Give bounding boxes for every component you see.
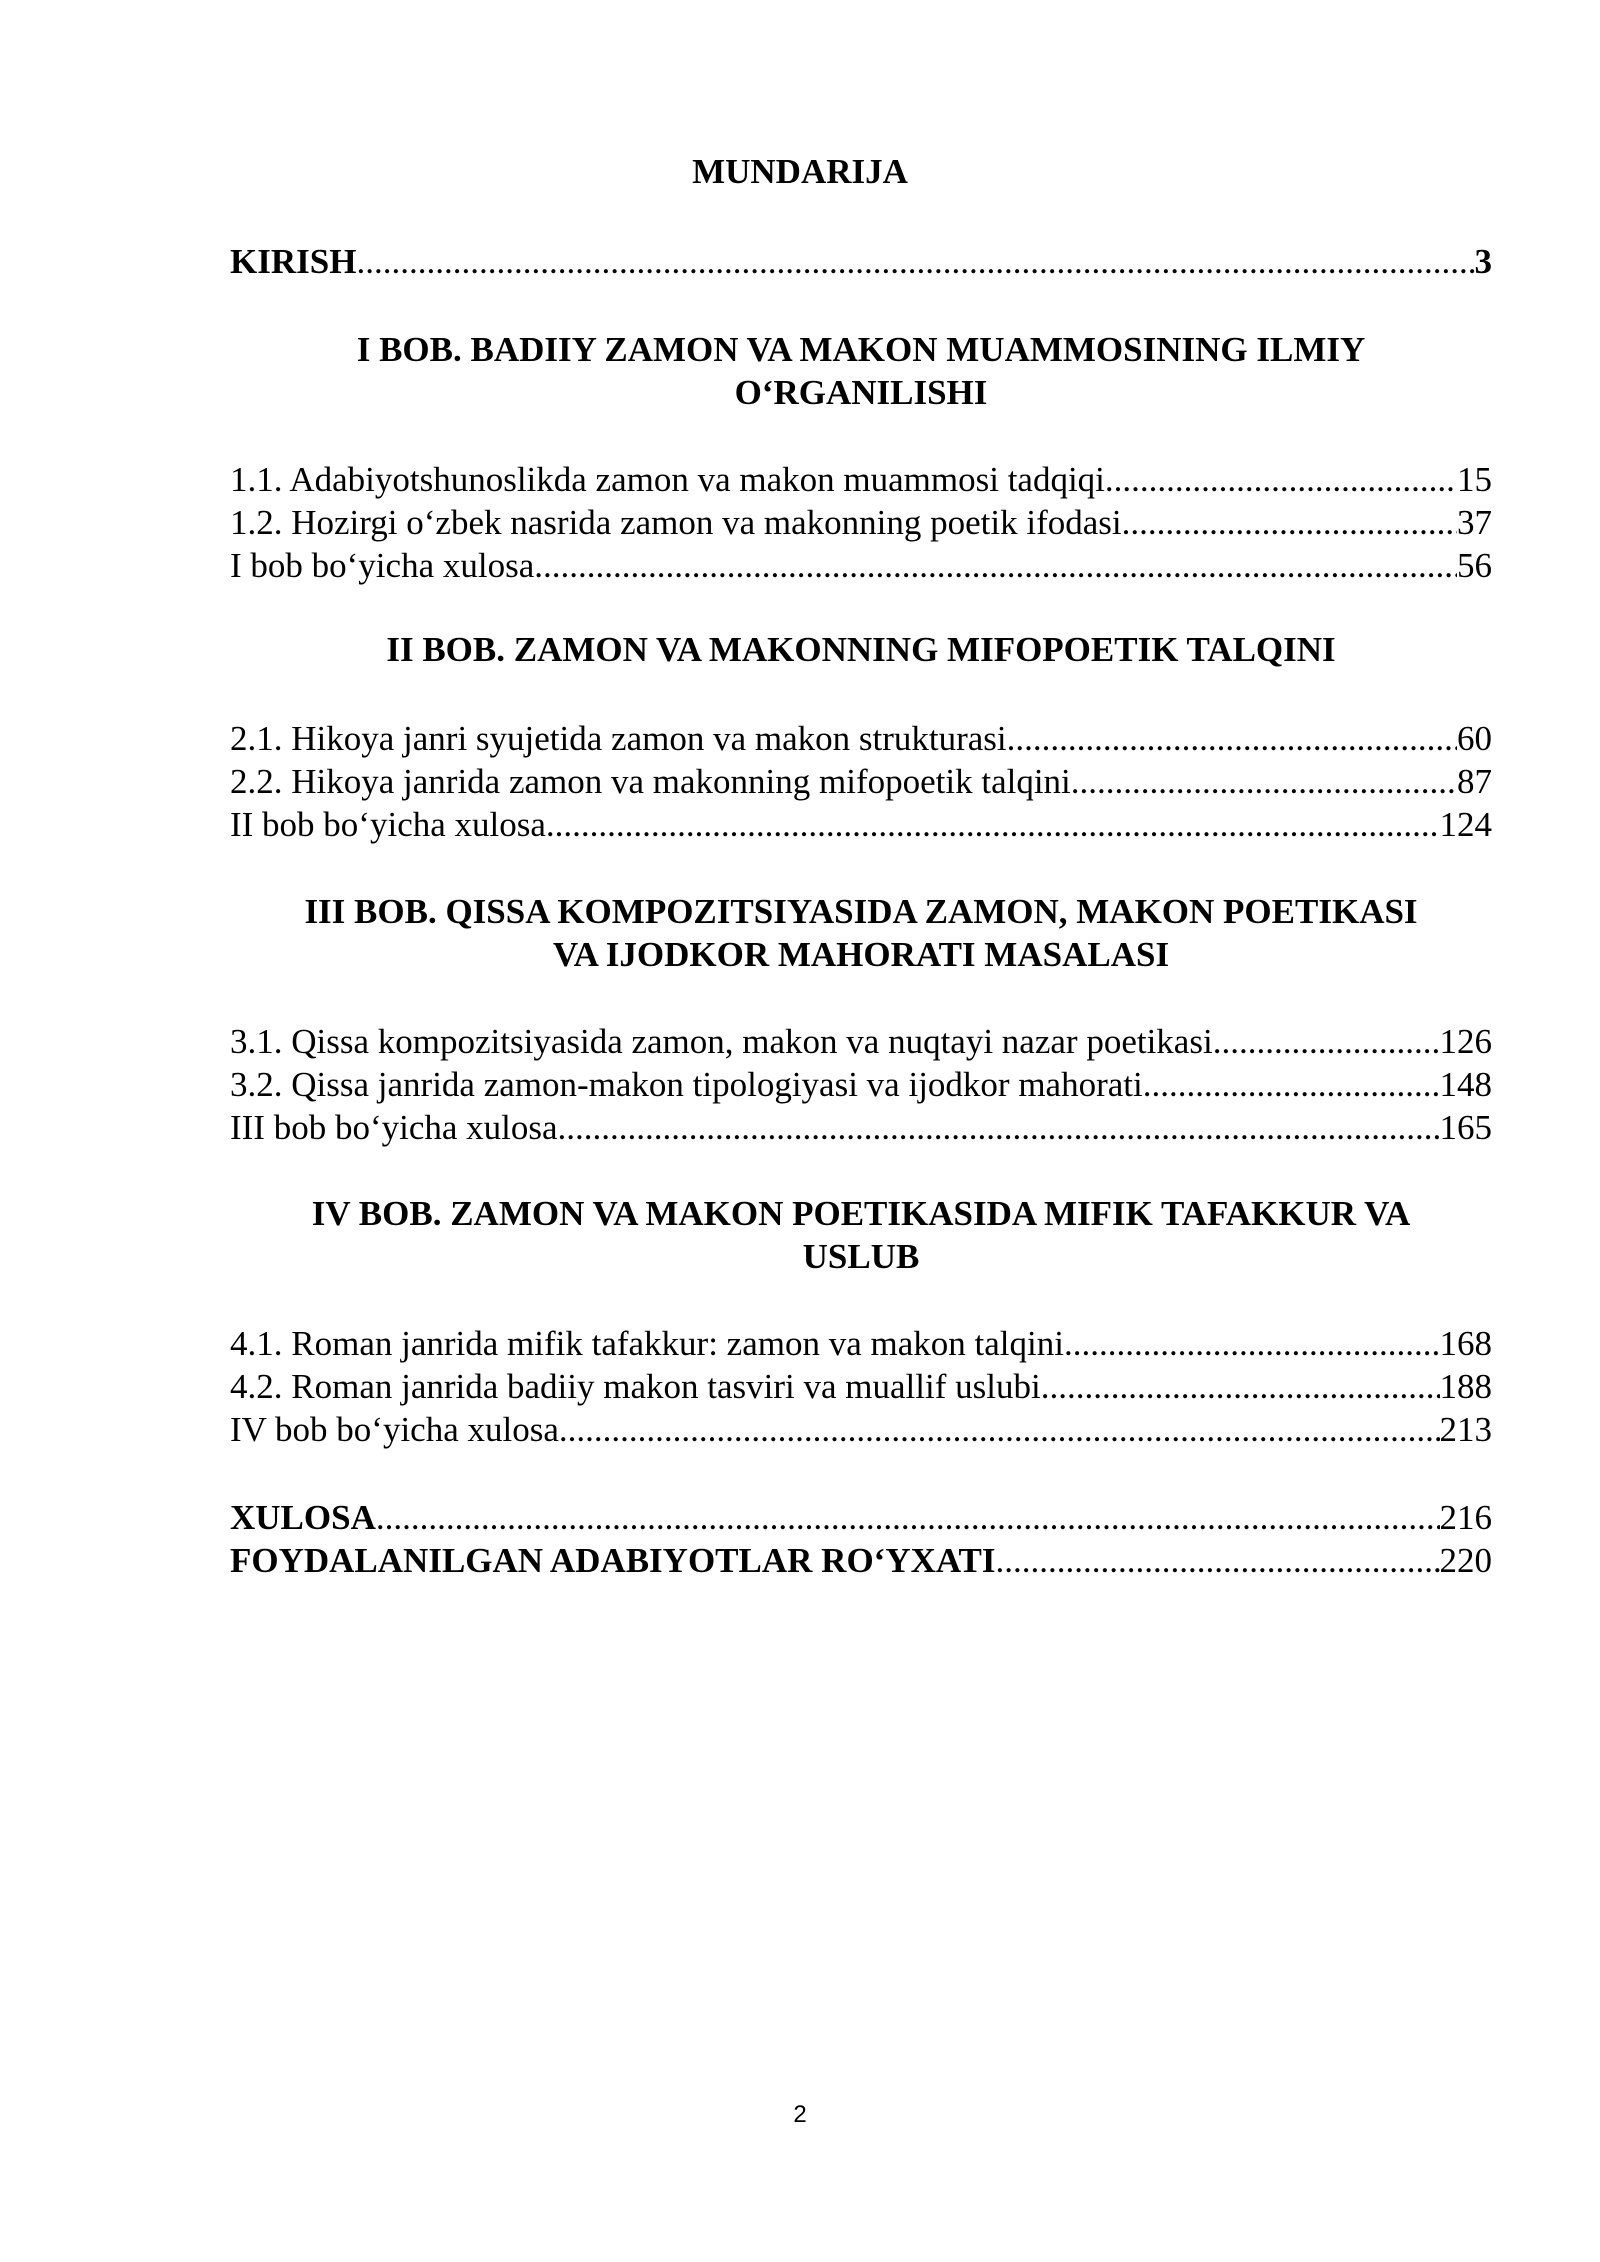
dot-leader	[1122, 501, 1457, 544]
chapter-heading-line: I BOB. BADIIY ZAMON VA MAKON MUAMMOSINING ILMIY	[356, 330, 1366, 369]
toc-entry-label: IV bob bo‘yicha xulosa	[230, 1410, 559, 1449]
dot-leader	[1105, 458, 1457, 501]
dot-leader	[376, 1496, 1440, 1539]
toc-entry-1-summary[interactable]	[230, 544, 1492, 587]
toc-entry-3-2[interactable]	[230, 1063, 1492, 1106]
toc-entry-page: 124	[1439, 805, 1492, 844]
dot-leader	[1213, 1020, 1440, 1063]
toc-entry-page: 213	[1439, 1410, 1492, 1449]
toc-entry-2-summary[interactable]	[230, 803, 1492, 846]
toc-entry-label: 1.2. Hozirgi o‘zbek nasrida zamon va makonning poetik ifodasi	[230, 503, 1122, 542]
dot-leader	[1041, 1365, 1440, 1408]
toc-entry-4-summary[interactable]	[230, 1408, 1492, 1451]
toc-entry-page: 220	[1439, 1541, 1492, 1580]
toc-entry-label: 1.1. Adabiyotshunoslikda zamon va makon muammosi tadqiqi	[230, 460, 1105, 499]
dot-leader	[558, 1106, 1440, 1149]
toc-entry-page: 15	[1457, 460, 1492, 499]
toc-entry-label: II bob bo‘yicha xulosa	[230, 805, 546, 844]
toc-entry-label: FOYDALANILGAN ADABIYOTLAR RO‘YXATI	[230, 1541, 996, 1580]
toc-entry-page: 87	[1457, 762, 1492, 801]
toc-entry-page: 3	[1474, 242, 1492, 281]
dot-leader	[1007, 717, 1457, 760]
page-title: MUNDARIJA	[692, 152, 908, 191]
toc-entry-references[interactable]	[230, 1539, 1492, 1582]
toc-entry-label: KIRISH	[230, 242, 357, 281]
toc-entry-page: 148	[1439, 1065, 1492, 1104]
toc-entry-page: 165	[1439, 1108, 1492, 1147]
toc-entry-2-1[interactable]	[230, 717, 1492, 760]
chapter-heading-2	[230, 628, 1492, 671]
dot-leader	[1071, 760, 1457, 803]
toc-entry-page: 37	[1457, 503, 1492, 542]
dot-leader	[534, 544, 1457, 587]
dot-leader	[356, 240, 1474, 283]
chapter-heading-1	[230, 328, 1492, 414]
toc-entry-4-2[interactable]	[230, 1365, 1492, 1408]
toc-entry-label: 4.2. Roman janrida badiiy makon tasviri va muallif uslubi	[230, 1367, 1041, 1406]
toc-entry-4-1[interactable]	[230, 1322, 1492, 1365]
toc-entry-1-1[interactable]	[230, 458, 1492, 501]
toc-entry-label: 2.2. Hikoya janrida zamon va makonning mifopoetik talqini	[230, 762, 1071, 801]
toc-entry-page: 56	[1457, 546, 1492, 585]
toc-entry-3-summary[interactable]	[230, 1106, 1492, 1149]
chapter-heading-line: USLUB	[802, 1237, 920, 1276]
toc-entry-page: 60	[1457, 719, 1492, 758]
chapter-heading-line: O‘RGANILISHI	[734, 373, 988, 412]
toc-entry-page: 188	[1439, 1367, 1492, 1406]
toc-entry-page: 126	[1439, 1022, 1492, 1061]
dot-leader	[996, 1539, 1440, 1582]
chapter-heading-line: II BOB. ZAMON VA MAKONNING MIFOPOETIK TALQINI	[386, 630, 1336, 669]
dot-leader	[1064, 1322, 1440, 1365]
dot-leader	[546, 803, 1440, 846]
toc-entry-label: I bob bo‘yicha xulosa	[230, 546, 535, 585]
toc-entry-page: 216	[1439, 1498, 1492, 1537]
toc-entry-label: 3.1. Qissa kompozitsiyasida zamon, makon va nuqtayi nazar poetikasi	[230, 1022, 1213, 1061]
toc-entry-label: XULOSA	[230, 1498, 376, 1537]
toc-entry-3-1[interactable]	[230, 1020, 1492, 1063]
toc-entry-2-2[interactable]	[230, 760, 1492, 803]
chapter-heading-line: VA IJODKOR MAHORATI MASALASI	[552, 935, 1170, 974]
toc-entry-1-2[interactable]	[230, 501, 1492, 544]
toc-entry-label: 2.1. Hikoya janri syujetida zamon va makon strukturasi	[230, 719, 1007, 758]
chapter-heading-3	[230, 890, 1492, 976]
chapter-heading-line: III BOB. QISSA KOMPOZITSIYASIDA ZAMON, MAKON POETIKASI	[304, 892, 1418, 931]
chapter-heading-4	[230, 1192, 1492, 1278]
toc-entry-intro[interactable]	[230, 240, 1492, 283]
toc-entry-conclusion[interactable]	[230, 1496, 1492, 1539]
toc-entry-page: 168	[1439, 1324, 1492, 1363]
toc-entry-label: 3.2. Qissa janrida zamon-makon tipologiyasi va ijodkor mahorati	[230, 1065, 1143, 1104]
dot-leader	[1143, 1063, 1440, 1106]
toc-entry-label: 4.1. Roman janrida mifik tafakkur: zamon va makon talqini	[230, 1324, 1064, 1363]
dot-leader	[559, 1408, 1440, 1451]
page-number: 2	[793, 2101, 807, 2128]
chapter-heading-line: IV BOB. ZAMON VA MAKON POETIKASIDA MIFIK TAFAKKUR VA	[311, 1194, 1411, 1233]
toc-entry-label: III bob bo‘yicha xulosa	[230, 1108, 558, 1147]
